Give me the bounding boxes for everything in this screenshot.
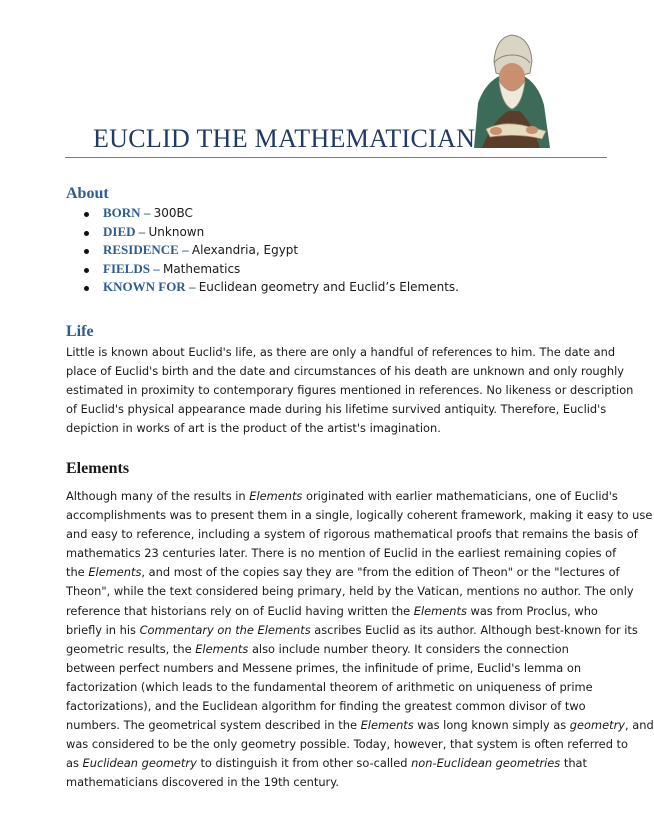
text-run: reference that historians rely on of Euclid having written the [66, 603, 414, 618]
text-run: mathematicians discovered in the 19th century. [66, 775, 339, 790]
euclid-portrait-icon [472, 33, 552, 148]
elements-line [66, 487, 618, 506]
elements-line [66, 678, 612, 697]
life-heading: Life [66, 323, 94, 340]
elements-line [66, 716, 654, 735]
about-item-residence: RESIDENCE – Alexandria, Egypt [84, 241, 459, 260]
bullet-icon [84, 249, 89, 254]
bullet-icon [84, 286, 89, 291]
about-item-known-for: KNOWN FOR – Euclidean geometry and Euclid’s Elements. [84, 278, 459, 297]
about-item-fields: FIELDS – Mathematics [84, 260, 459, 279]
text-run: that [560, 756, 587, 771]
text-run: was long known simply as [413, 718, 570, 733]
text-run: accomplishments was to present them in a single, logically coherent framework, making it easy to use [66, 508, 653, 523]
text-run: , and [625, 718, 654, 733]
text-run: and easy to reference, including a system of rigorous mathematical proofs that remains the basis of [66, 527, 638, 542]
bullet-icon [84, 212, 89, 217]
elements-line [66, 735, 628, 754]
life-line: Little is known about Euclid's life, as there are only a handful of references to him. The date and [66, 345, 616, 359]
italic-text: Elements [195, 641, 249, 656]
italic-text: Elements [413, 603, 467, 618]
elements-line [66, 754, 612, 773]
life-paragraph [66, 343, 634, 438]
elements-heading: Elements [66, 460, 130, 477]
text-run: the [66, 565, 89, 580]
text-run: originated with earlier mathematicians, one of Euclid's [302, 489, 618, 503]
elements-line [66, 525, 638, 544]
text-run: , and most of the copies say they are "from the edition of Theon" or the "lectures of [141, 565, 620, 580]
elements-line [66, 640, 612, 659]
italic-text: Elements [249, 489, 303, 503]
text-run: to distinguish it from other so-called [196, 756, 412, 771]
about-list [84, 204, 459, 297]
text-run: Although many of the results in [66, 489, 250, 503]
elements-line [66, 582, 634, 601]
text-run: mathematics 23 centuries later. There is no mention of Euclid in the earliest remaining copies of [66, 546, 617, 561]
bullet-icon [84, 268, 89, 273]
elements-line [66, 773, 612, 792]
life-line: estimated in proximity to contemporary figures mentioned in references. No likeness or description [66, 383, 634, 398]
text-run: factorizations), and the Euclidean algorithm for finding the greatest common divisor of two [66, 699, 586, 714]
text-run: geometric results, the [66, 641, 196, 656]
elements-line [66, 544, 617, 563]
life-line: of Euclid's physical appearance made during his lifetime survived antiquity. Therefore, Euclid's [66, 402, 607, 417]
italic-text: Elements [88, 565, 142, 580]
about-item-born: BORN – 300BC [84, 204, 459, 223]
italic-text: Elements [360, 718, 414, 733]
text-run: was considered to be the only geometry possible. Today, however, that system is often referred to [66, 737, 628, 752]
life-line: place of Euclid's birth and the date and circumstances of his death are unknown and only roughly [66, 364, 624, 379]
italic-text: Commentary on the Elements [139, 622, 311, 637]
elements-line [66, 659, 612, 678]
elements-line [66, 621, 638, 640]
about-heading: About [66, 185, 109, 202]
page-title: EUCLID THE MATHEMATICIAN [93, 124, 476, 153]
text-run: numbers. The geometrical system described in the [66, 718, 361, 733]
bullet-icon [84, 231, 89, 236]
italic-text: non-Euclidean geometries [411, 756, 561, 771]
elements-paragraph [66, 487, 654, 793]
elements-line [66, 506, 653, 525]
about-item-died: DIED – Unknown [84, 223, 459, 242]
text-run: Theon", while the text considered being primary, held by the Vatican, mentions no author. The only [66, 584, 634, 599]
text-run: briefly in his [66, 622, 140, 637]
italic-text: Euclidean geometry [82, 756, 197, 771]
title-divider [65, 157, 607, 158]
elements-line [66, 602, 612, 621]
elements-line [66, 697, 612, 716]
text-run: between perfect numbers and Messene primes, the infinitude of prime, Euclid's lemma on [66, 660, 582, 675]
text-run: ascribes Euclid as its author. Although best-known for its [310, 622, 638, 637]
text-run: as [66, 756, 83, 771]
text-run: factorization (which leads to the fundamental theorem of arithmetic on uniqueness of prime [66, 679, 593, 694]
text-run: was from Proclus, who [466, 603, 598, 618]
text-run: also include number theory. It considers the connection [248, 641, 569, 656]
elements-line [66, 563, 620, 582]
life-line: depiction in works of art is the product of the artist's imagination. [66, 421, 441, 436]
italic-text: geometry [569, 718, 625, 733]
